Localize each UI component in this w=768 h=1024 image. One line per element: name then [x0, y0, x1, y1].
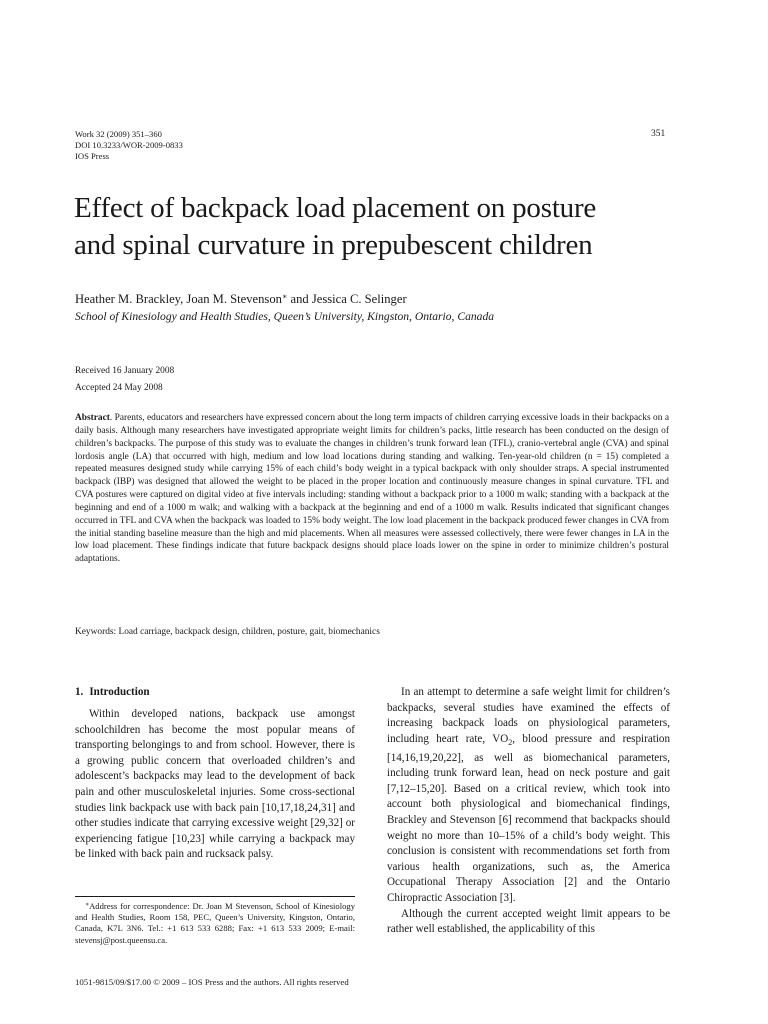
title-line-2: and spinal curvature in prepubescent children: [74, 229, 593, 261]
section-title: Introduction: [89, 686, 150, 698]
author-list: [75, 292, 407, 307]
paper-title: [74, 190, 714, 264]
para2-text-a: In an attempt to determine a safe weight limit for children’s backpacks, several studies have examined the effects of increasing backpack loads on physiological parameters, including heart rate, VO: [387, 686, 670, 745]
right-column: [387, 685, 670, 938]
intro-paragraph-1: Within developed nations, backpack use amongst schoolchildren has become the most popular means of transporting belongings to and from school. However, there is a growing public concern that overloaded children’s and adolescent’s backpacks may lead to the development of back pain and other musculoskeletal injuries. Some cross-sectional studies link backpack use with back pain [10,17,18,24,31] and other studies indicate that carrying excessive weight [29,32] or experiencing fatigue [10,23] while carrying a backpack may be linked with back pain and rucksack palsy.: [75, 708, 355, 861]
journal-citation: Work 32 (2009) 351–360: [75, 129, 162, 139]
footnote-divider: [75, 896, 355, 897]
authors-part-2: and Jessica C. Selinger: [287, 292, 407, 306]
footnote-mark: ∗: [85, 902, 90, 908]
section-heading-introduction: [75, 685, 355, 699]
vo2-subscript: 2: [508, 738, 513, 747]
correspondence-mark: ∗: [281, 292, 288, 301]
left-column: [75, 685, 355, 863]
authors-part-1: Heather M. Brackley, Joan M. Stevenson: [75, 292, 282, 306]
affiliation: School of Kinesiology and Health Studies, Queen’s University, Kingston, Ontario, Canada: [75, 310, 495, 323]
doi: DOI 10.3233/WOR-2009-0833: [75, 140, 183, 151]
abstract-label: Abstract: [75, 413, 110, 423]
accepted-date: Accepted 24 May 2008: [75, 383, 163, 393]
intro-paragraph-3: Although the current accepted weight limit appears to be rather well established, the applicability of this: [387, 907, 670, 936]
journal-header: [75, 129, 183, 163]
publisher: IOS Press: [75, 151, 110, 162]
copyright-footer: 1051-9815/09/$17.00 © 2009 – IOS Press and the authors. All rights reserved: [75, 977, 349, 987]
footnote-text: Address for correspondence: Dr. Joan M Stevenson, School of Kinesiology and Health Studies, Room 158, PEC, Queen’s University, Kingston, Ontario, Canada, K7L 3N6. Tel.: +1 613 533 6288; Fax: +1 613 533 2009; E-mail: stevensj@post.queensu.ca.: [75, 901, 355, 945]
keywords: Keywords: Load carriage, backpack design, children, posture, gait, biomechanics: [75, 627, 380, 637]
submission-dates: [75, 363, 174, 397]
correspondence-footnote: [75, 900, 355, 946]
received-date: Received 16 January 2008: [75, 366, 175, 376]
title-line-1: Effect of backpack load placement on posture: [74, 192, 597, 224]
abstract-text: . Parents, educators and researchers have expressed concern about the long term impacts of children carrying excessive loads in their backpacks on a daily basis. Although many researchers have investigated appropriate weight limits for children’s packs, little research has been conducted on the design of children’s backpacks. The purpose of this study was to evaluate the changes in children’s trunk forward lean (TFL), cranio-vertebral angle (CVA) and spinal lordosis angle (LA) that occurred with high, medium and low load locations during standing and walking. Ten-year-old children (n = 15) completed a repeated measures designed study while carrying 15% of each child’s body weight in a typical backpack with only shoulder straps. A special instrumented backpack (IBP) was designed that allowed the weight to be placed in the proper location and continuously measure changes in spinal curvature. TFL and CVA postures were captured on digital video at five intervals including: standing without a backpack prior to a 1000 m walk; standing with a backpack at the beginning and end of a 1000 m walk; and walking with a backpack at the beginning and end of a 1000 m walk. Results indicated that significant changes occurred in TFL and CVA when the backpack was loaded to 15% body weight. The low load placement in the backpack produced fewer changes in CVA from the initial standing baseline measure than the high and mid placements. When all measures were assessed collectively, there were fewer changes in LA in the low load placement. These findings indicate that future backpack designs should place loads lower on the spine in order to minimize children’s postural adaptations.: [75, 413, 669, 565]
section-number: 1.: [75, 686, 84, 698]
abstract: [75, 412, 669, 566]
page-number: 351: [651, 129, 666, 139]
intro-paragraph-2: [387, 685, 670, 907]
para2-text-b: , blood pressure and respiration [14,16,19,20,22], as well as biomechanical parameters, including trunk forward lean, head on neck posture and gait [7,12–15,20]. Based on a critical review, which took into account both physiological and biomechanical findings, Brackley and Stevenson [6] recommend that backpacks should weight no more than 10–15% of a child’s body weight. This conclusion is consistent with recommendations set forth from various health organizations, such as, the America Occupational Therapy Association [2] and the Ontario Chiropractic Association [3].: [387, 732, 671, 904]
